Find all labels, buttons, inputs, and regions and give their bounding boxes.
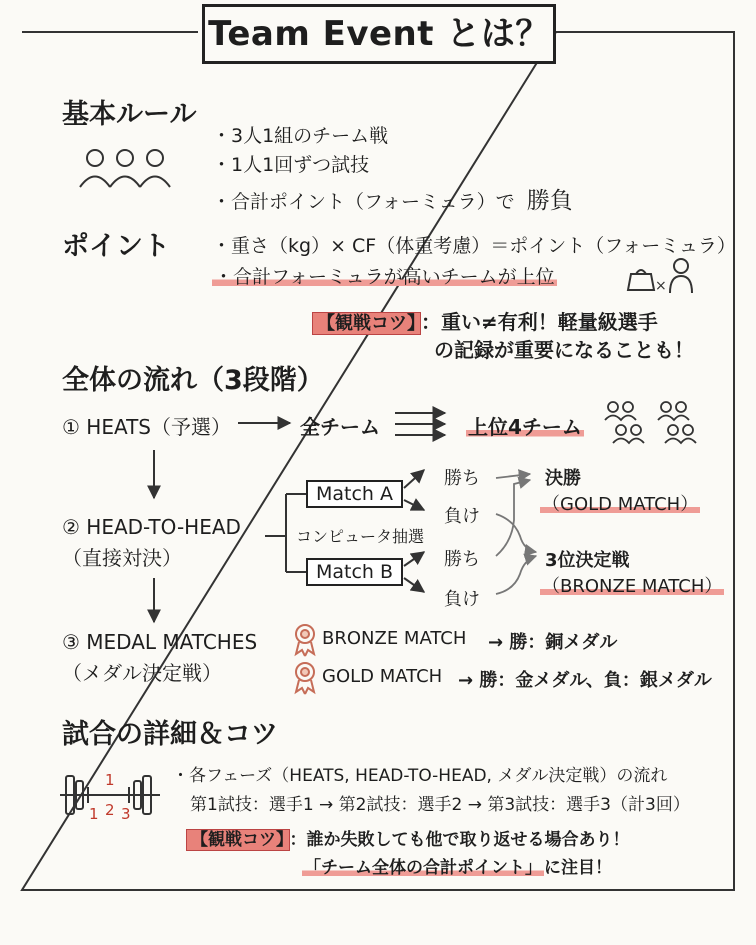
details-line-2: 第1試技：選手1 → 第2試技：選手2 → 第3試技：選手3（計3回） xyxy=(190,795,690,815)
barbell-number-top: 1 xyxy=(105,771,115,789)
barbell-number-3: 3 xyxy=(121,805,131,823)
medal-title: ③ MEDAL MATCHES xyxy=(62,630,258,654)
bronze-match-highlight: （BRONZE MATCH） xyxy=(542,576,723,597)
details-tip-badge: 【観戦コツ】 xyxy=(186,829,290,851)
points-line-1: ・重さ（kg）× CF（体重考慮）＝ポイント（フォーミュラ） xyxy=(212,235,736,257)
gold-medal-label: GOLD MATCH xyxy=(322,666,443,687)
crowd-icon xyxy=(605,402,696,443)
medal-subtitle: （メダル決定戦） xyxy=(62,661,222,685)
points-line-2 xyxy=(212,262,557,289)
match-b-win: 勝ち xyxy=(444,549,480,570)
points-tip-badge: 【観戦コツ】 xyxy=(312,312,421,335)
computer-draw-label: コンピュータ抽選 xyxy=(296,527,425,546)
details-tip xyxy=(186,825,630,850)
all-teams-label: 全チーム xyxy=(300,415,380,439)
rules-bullet-3-text: ・合計ポイント（フォーミュラ）で xyxy=(212,191,515,213)
h2h-subtitle: （直接対決） xyxy=(62,546,182,570)
rules-bullet-3-emph: 勝負 xyxy=(526,188,573,214)
match-a-win: 勝ち xyxy=(444,468,480,489)
gold-match-label xyxy=(540,490,700,516)
heats-label: ① HEATS（予選） xyxy=(62,415,232,439)
page-title: Team Event とは？ xyxy=(202,4,556,64)
details-heading: 試合の詳細＆コツ xyxy=(62,719,278,750)
details-tip-rest: に注目！ xyxy=(544,858,612,878)
bronze-medal-result: → 勝：銅メダル xyxy=(488,632,618,653)
details-line-1: ・各フェーズ（HEATS, HEAD-TO-HEAD, メダル決定戦）の流れ xyxy=(172,766,668,786)
match-b-box: Match B xyxy=(306,558,403,586)
top4-highlight: 上位4チーム xyxy=(468,415,582,439)
team-of-three-icon xyxy=(80,150,170,187)
points-tip-line-2: の記録が重要になることも！ xyxy=(434,338,694,362)
gold-medal-result: → 勝：金メダル、負：銀メダル xyxy=(458,670,712,691)
svg-text:×: × xyxy=(655,278,667,294)
rules-bullet-2: ・1人1回ずつ試技 xyxy=(212,154,370,176)
medal-icon xyxy=(296,625,314,656)
flow-heading: 全体の流れ（3段階） xyxy=(62,365,324,396)
points-heading: ポイント xyxy=(62,231,170,262)
medal-icon xyxy=(296,663,314,694)
top4-label xyxy=(466,411,584,440)
match-b-lose: 負け xyxy=(444,589,480,610)
weight-bag-icon xyxy=(628,270,654,290)
rules-bullet-3 xyxy=(212,182,573,215)
details-tip-line-1: ：誰か失敗しても他で取り返せる場合あり！ xyxy=(289,830,630,850)
details-tip-line-2 xyxy=(302,853,612,878)
barbell-numbers xyxy=(89,771,131,823)
third-place-label: 3位決定戦 xyxy=(545,550,630,571)
rules-bullet-1: ・3人1組のチーム戦 xyxy=(212,125,389,147)
barbell-number-1: 1 xyxy=(89,805,99,823)
person-icon xyxy=(670,259,692,293)
match-a-lose: 負け xyxy=(444,506,480,527)
bronze-match-label xyxy=(540,572,724,598)
final-label: 決勝 xyxy=(545,468,581,489)
points-tip xyxy=(312,306,658,335)
h2h-title: ② HEAD-TO-HEAD xyxy=(62,515,241,539)
points-tip-line-1: ：重い≠有利！軽量級選手 xyxy=(421,310,658,334)
bronze-medal-label: BRONZE MATCH xyxy=(322,628,467,649)
gold-match-highlight: （GOLD MATCH） xyxy=(542,494,699,515)
rules-heading: 基本ルール xyxy=(62,99,197,130)
match-a-box: Match A xyxy=(306,480,403,508)
details-tip-highlight: 「チーム全体の合計ポイント」 xyxy=(304,858,542,878)
points-line-2-highlight: ・合計フォーミュラが高いチームが上位 xyxy=(214,266,555,288)
barbell-number-2: 2 xyxy=(105,801,115,819)
